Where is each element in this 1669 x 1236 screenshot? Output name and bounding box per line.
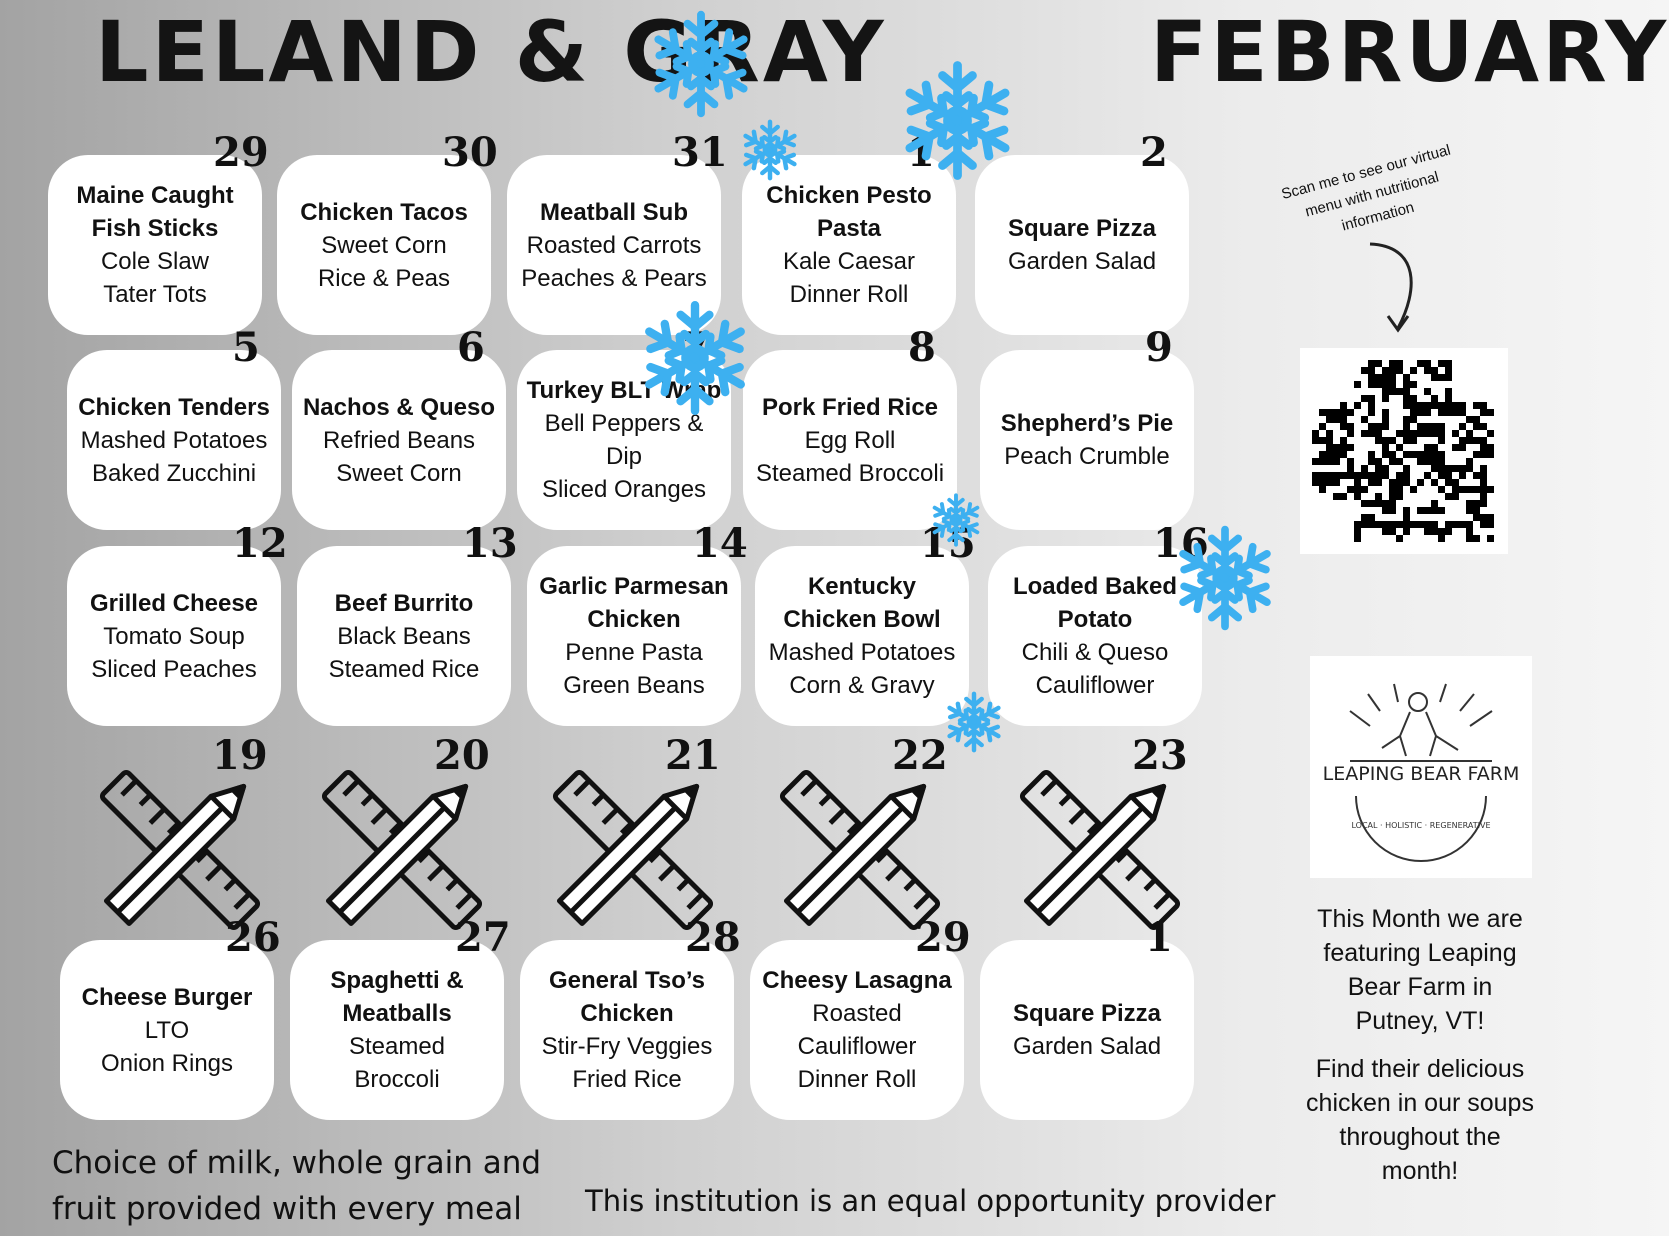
menu-card	[750, 940, 964, 1120]
side-dish-text: Corn & Gravy	[789, 672, 935, 699]
side-dish-text: Cauliflower	[1035, 672, 1155, 699]
entree-text: Chicken Tenders	[78, 393, 270, 421]
day-number: 31	[672, 129, 728, 176]
entree-text: Loaded Baked	[1012, 573, 1178, 600]
side-dish-text: Peaches & Pears	[521, 264, 707, 292]
day-number: 16	[1153, 520, 1209, 567]
school-title: LELAND & GRAY	[95, 3, 887, 101]
snowflake-icon	[635, 298, 755, 418]
day-number: 30	[442, 129, 498, 176]
side-dish-text: Chili & Queso	[1021, 639, 1169, 666]
entree-text: Meatballs	[342, 1000, 452, 1027]
side-dish-text: Mashed Potatoes	[80, 426, 268, 454]
no-school-icon	[1020, 770, 1180, 930]
menu-card	[755, 546, 969, 726]
entree-text: Chicken Pesto	[766, 182, 932, 209]
side-dish-text: Sliced Peaches	[91, 655, 257, 683]
side-dish-text: Sweet Corn	[336, 459, 462, 487]
side-dish-text: Onion Rings	[100, 1049, 234, 1077]
equal-opportunity-note: This institution is an equal opportunity provider	[585, 1184, 1276, 1218]
entree-text: Pasta	[816, 215, 882, 242]
side-dish-text: Egg Roll	[804, 426, 896, 454]
side-dish-text: Kale Caesar	[782, 248, 916, 275]
side-dish-text: Sliced Oranges	[541, 476, 707, 503]
entree-text: General Tso’s	[548, 967, 706, 994]
entree-text: Chicken	[580, 1000, 674, 1027]
side-dish-text: Bell Peppers &	[544, 410, 704, 437]
day-number: 5	[232, 324, 260, 371]
entree-text: Meatball Sub	[539, 198, 689, 226]
choice-line: Choice of milk, whole grain and	[52, 1145, 542, 1181]
side-dish-text: Steamed	[348, 1033, 446, 1060]
day-number: 15	[920, 520, 976, 567]
day-number: 12	[232, 520, 288, 567]
snowflake-icon	[942, 690, 1006, 754]
entree-text: Chicken Tacos	[300, 198, 468, 226]
menu-card	[48, 155, 262, 335]
menu-card	[277, 155, 491, 335]
entree-text: Maine Caught	[76, 182, 234, 209]
side-dish-text: Refried Beans	[322, 426, 476, 454]
entree-text: Kentucky	[807, 573, 917, 600]
day-number: 7	[682, 324, 710, 371]
entree-text: Chicken Bowl	[783, 606, 941, 633]
day-number: 28	[685, 914, 741, 961]
side-dish-text: Mashed Potatoes	[768, 639, 956, 666]
arrow-down-icon	[1360, 236, 1440, 336]
farm-logo-tagline: LOCAL · HOLISTIC · REGENERATIVE	[1351, 821, 1491, 830]
side-dish-text: Fried Rice	[572, 1066, 682, 1093]
snowflake-icon	[1170, 523, 1280, 633]
snowflake-icon	[645, 8, 757, 120]
entree-text: Potato	[1057, 606, 1133, 633]
side-dish-text: Green Beans	[563, 672, 705, 699]
menu-card	[292, 350, 506, 530]
day-number: 2	[1140, 129, 1168, 176]
side-dish-text: Baked Zucchini	[91, 459, 257, 487]
snowflake-icon	[738, 118, 802, 182]
day-number: 29	[213, 129, 269, 176]
day-number: 22	[892, 732, 948, 779]
entree-text: Square Pizza	[1012, 1000, 1162, 1027]
side-dish-text: LTO	[144, 1016, 190, 1044]
entree-text: Square Pizza	[1007, 215, 1157, 242]
entree-text: Garlic Parmesan	[539, 573, 729, 600]
side-dish-text: Tater Tots	[103, 281, 207, 308]
month-title: FEBRUARY	[1150, 3, 1669, 101]
side-dish-text: Cole Slaw	[100, 248, 210, 275]
side-dish-text: Penne Pasta	[565, 639, 703, 666]
day-number: 20	[434, 732, 490, 779]
menu-card	[743, 350, 957, 530]
entree-text: Chicken	[587, 606, 681, 633]
side-dish-text: Dip	[605, 443, 642, 470]
entree-text: Beef Burrito	[334, 589, 474, 617]
side-dish-text: Dinner Roll	[789, 281, 909, 308]
side-dish-text: Tomato Soup	[103, 622, 245, 650]
farm-logo-name: LEAPING BEAR FARM	[1322, 763, 1520, 785]
day-number: 6	[457, 324, 485, 371]
snowflake-icon	[895, 58, 1020, 183]
entree-text: Turkey BLT Wrap	[526, 377, 722, 404]
side-dish-text: Rice & Peas	[317, 264, 451, 292]
entree-text: Cheese Burger	[81, 983, 253, 1011]
day-number: 14	[692, 520, 748, 567]
day-number: 26	[225, 914, 281, 961]
side-dish-text: Steamed Rice	[328, 655, 480, 683]
side-dish-text: Broccoli	[354, 1066, 440, 1093]
feature-paragraph: Find their delicious chicken in our soups throughout the month!	[1306, 1055, 1534, 1185]
side-dish-text: Dinner Roll	[797, 1066, 917, 1093]
side-dish-text: Sweet Corn	[321, 231, 447, 259]
day-number: 1	[1145, 914, 1173, 961]
no-school-icon	[100, 770, 260, 930]
choice-note	[52, 1140, 541, 1232]
scan-note: Scan me to see our virtual menu with nutritional information	[1279, 141, 1453, 235]
side-dish-text: Cauliflower	[797, 1033, 917, 1060]
menu-card	[527, 546, 741, 726]
menu-card	[980, 940, 1194, 1120]
menu-card	[290, 940, 504, 1120]
day-number: 13	[462, 520, 518, 567]
menu-card	[60, 940, 274, 1120]
side-dish-text: Peach Crumble	[1004, 443, 1170, 470]
no-school-icon	[553, 770, 713, 930]
side-dish-text: Stir-Fry Veggies	[541, 1033, 713, 1060]
day-number: 1	[907, 129, 935, 176]
day-number: 21	[665, 732, 721, 779]
side-dish-text: Garden Salad	[1012, 1033, 1162, 1060]
side-dish-text: Roasted	[812, 1000, 902, 1027]
no-school-icon	[322, 770, 482, 930]
qr-code[interactable]	[1300, 348, 1508, 554]
day-number: 27	[455, 914, 511, 961]
feature-text	[1305, 902, 1535, 1202]
entree-text: Nachos & Queso	[302, 393, 496, 421]
entree-text: Pork Fried Rice	[761, 393, 939, 421]
entree-text: Fish Sticks	[91, 215, 219, 242]
farm-logo	[1310, 656, 1532, 878]
snowflake-icon	[928, 492, 984, 548]
menu-card	[297, 546, 511, 726]
no-school-icon	[780, 770, 940, 930]
menu-card	[67, 350, 281, 530]
menu-card	[980, 350, 1194, 530]
day-number: 23	[1132, 732, 1188, 779]
day-number: 29	[915, 914, 971, 961]
choice-line: fruit provided with every meal	[52, 1191, 522, 1227]
day-number: 19	[212, 732, 268, 779]
entree-text: Shepherd’s Pie	[1000, 410, 1174, 437]
side-dish-text: Black Beans	[337, 622, 471, 650]
menu-card	[67, 546, 281, 726]
entree-text: Cheesy Lasagna	[762, 967, 952, 994]
entree-text: Spaghetti &	[330, 967, 464, 994]
entree-text: Grilled Cheese	[89, 589, 259, 617]
day-number: 9	[1145, 324, 1173, 371]
menu-card	[520, 940, 734, 1120]
side-dish-text: Steamed Broccoli	[755, 459, 945, 487]
feature-paragraph: This Month we are featuring Leaping Bear Farm in Putney, VT!	[1317, 905, 1523, 1035]
side-dish-text: Roasted Carrots	[526, 231, 702, 259]
day-number: 8	[908, 324, 936, 371]
side-dish-text: Garden Salad	[1007, 248, 1157, 275]
